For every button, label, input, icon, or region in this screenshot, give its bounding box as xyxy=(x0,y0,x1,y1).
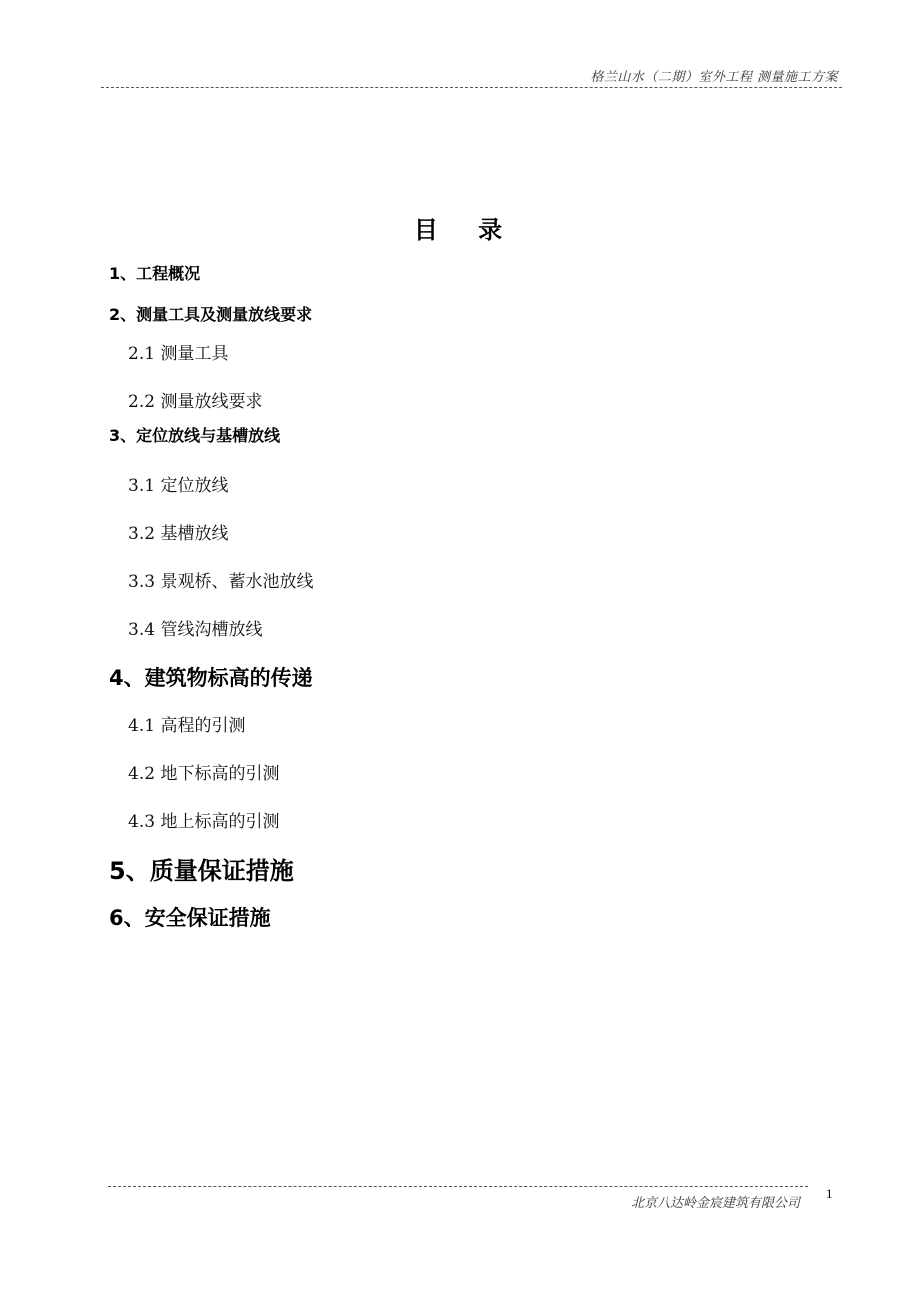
toc-item-6[interactable]: 6、安全保证措施 xyxy=(109,906,271,930)
toc-title: 目 录 xyxy=(413,216,519,244)
page-number: 1 xyxy=(826,1186,833,1201)
toc-item-2-2[interactable]: 2.2 测量放线要求 xyxy=(128,392,263,412)
toc-item-5[interactable]: 5、质量保证措施 xyxy=(109,857,294,885)
header-divider xyxy=(101,87,842,88)
toc-item-3-3[interactable]: 3.3 景观桥、蓄水池放线 xyxy=(128,572,314,592)
toc-item-3-4[interactable]: 3.4 管线沟槽放线 xyxy=(128,620,263,640)
toc-item-4[interactable]: 4、建筑物标高的传递 xyxy=(109,666,313,690)
toc-item-4-1[interactable]: 4.1 高程的引测 xyxy=(128,716,246,736)
footer-company: 北京八达岭金宸建筑有限公司 xyxy=(630,1196,800,1211)
page-header-title: 格兰山水（二期）室外工程 测量施工方案 xyxy=(590,70,838,85)
toc-item-3-2[interactable]: 3.2 基槽放线 xyxy=(128,524,229,544)
toc-item-4-2[interactable]: 4.2 地下标高的引测 xyxy=(128,764,280,784)
toc-item-2[interactable]: 2、测量工具及测量放线要求 xyxy=(109,305,313,324)
toc-item-2-1[interactable]: 2.1 测量工具 xyxy=(128,344,229,364)
toc-item-4-3[interactable]: 4.3 地上标高的引测 xyxy=(128,812,280,832)
toc-item-1[interactable]: 1、工程概况 xyxy=(109,264,201,283)
footer-divider xyxy=(108,1186,808,1187)
toc-item-3[interactable]: 3、定位放线与基槽放线 xyxy=(109,426,281,445)
toc-item-3-1[interactable]: 3.1 定位放线 xyxy=(128,476,229,496)
